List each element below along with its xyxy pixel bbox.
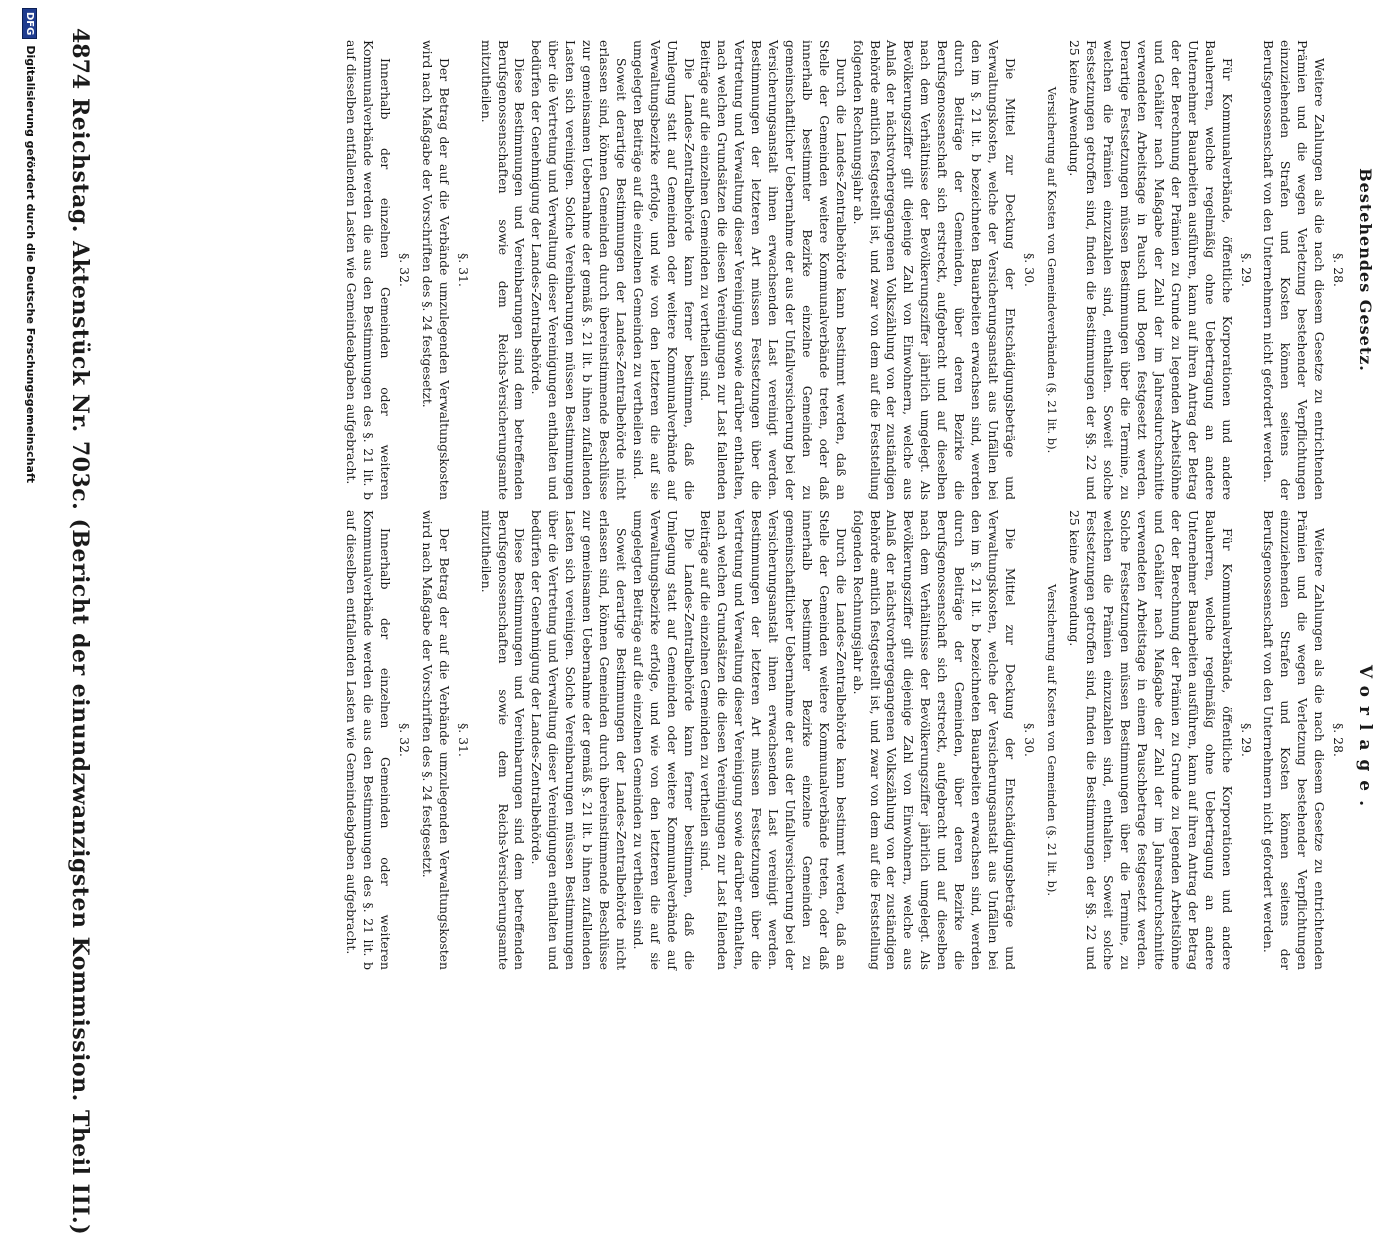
section-text: Innerhalb der einzelnen Gemeinden oder weiteren Kommunalverbände werden die aus den Bestimmungen des §. 21 lit. b auf dieselben entfallenden Lasten wie Gemeindeabgaben aufgebracht. [344, 40, 394, 500]
section-text: Der Betrag der auf die Verbände umzulegenden Verwaltungskosten wird nach Maßgabe der Vorschriften des §. 24 festgesetzt. [419, 40, 452, 500]
section-text: Diese Bestimmungen und Vereinbarungen sind dem betreffenden Berufsgenossenschaften sowie dem Reichs-Versicherungsamte mitzutheilen. [478, 510, 528, 970]
section-label: §. 32. [397, 723, 413, 757]
page-title: Reichstag. Aktenstück Nr. 703c. (Bericht der einundzwanzigsten Kommission. Theil III.) [67, 98, 93, 1235]
section-text: Weitere Zahlungen als die nach diesem Gesetze zu entrichtenden Prämien und die wegen Verletzung bestehender Verpflichtungen einzuziehenden Strafen und Kosten können seitens der Berufsgenossenschaft von den Unternehmern nicht gefordert werden. [1261, 40, 1328, 500]
section-label: §. 31. [455, 253, 471, 287]
section-label: §. 30. [1021, 723, 1037, 757]
section-text: Diese Bestimmungen und Vereinbarungen sind dem betreffenden Berufsgenossenschaften sowie dem Reichs-Versicherungsamte mitzutheilen. [478, 40, 528, 500]
section-text: Soweit derartige Bestimmungen der Landes-Zentralbehörde nicht erlassen sind, können Gemeinden durch übereinstimmende Beschlüsse zur gemeinsamen Uebernahme der gemäß §. 21 lit. b ihnen zufallenden Lasten sich vereinigen. Solche Vereinbarungen müssen Bestimmungen über die Vertretung und Verwaltung dieser Vereinigungen enthalten und bedürfen der Genehmigung der Landes-Zentralbehörde. [529, 510, 629, 970]
section-label: §. 30. [1021, 253, 1037, 287]
section-text: Für Kommunalverbände, öffentliche Korporationen und andere Bauherren, welche regelmäßig ohne Uebertragung an andere Unternehmer Bauarbeiten ausführen, kann auf ihren Antrag der Betrag der der Berechnung der Prämien zu Grunde zu legenden Arbeitslöhne und Gehälter nach Maßgabe der Zahl der im Jahresdurchschnitte verwendeten Arbeitstage in einem Pauschbetrage festgesetzt werden. Solche Festsetzungen müssen Bestimmungen über die Termine, zu welchen die Prämien einzuzahlen sind, enthalten. Soweit solche Festsetzungen getroffen sind, finden die Bestimmungen der §§. 22 und 25 keine Anwendung. [1067, 510, 1235, 970]
section-label: §. 31. [455, 723, 471, 757]
section-label: §. 29. [1238, 253, 1254, 287]
column-heading: Vorlage. [1355, 664, 1375, 816]
section-text: Die Mittel zur Deckung der Entschädigungsbeträge und Verwaltungskosten, welche der Versicherungsanstalt aus Unfällen bei den im §. 21 lit. b bezeichneten Bauarbeiten erwachsen sind, werden durch Beiträge der Gemeinden, über deren Bezirke die Berufsgenossenschaft sich erstreckt, aufgebracht und auf dieselben nach dem Verhältnisse der Bevölkerungsziffer jährlich umgelegt. Als Bevölkerungsziffer gilt diejenige Zahl von Einwohnern, welche aus Anlaß der nächstvorhergegangenen Volkszählung von der zuständigen Behörde amtlich festgestellt ist, und zwar von dem auf die Feststellung folgenden Rechnungsjahr ab. [850, 40, 1018, 500]
section-label: §. 28. [1331, 253, 1347, 287]
credit-text: Digitalisierung gefördert durch die Deutsche Forschungsgemeinschaft [24, 45, 37, 484]
section-text: Die Landes-Zentralbehörde kann ferner bestimmen, daß die Umlegung statt auf Gemeinden oder weitere Kommunalverbände auf Verwaltungsbezirke erfolge, und wie von den letzteren die auf sie umgelegten Beiträge auf die einzelnen Gemeinden zu vertheilen sind. [630, 510, 697, 970]
section-text: Weitere Zahlungen als die nach diesem Gesetze zu entrichtenden Prämien und die wegen Verletzung bestehender Verpflichtungen einzuziehenden Strafen und Kosten können seitens der Berufsgenossenschaft von den Unternehmern nicht gefordert werden. [1261, 510, 1328, 970]
section-label: §. 28. [1331, 723, 1347, 757]
subheading: Versicherung auf Kosten von Gemeinden (§. 21 lit. b). [1044, 583, 1059, 896]
column-heading: Bestehendes Gesetz. [1356, 168, 1375, 372]
section-text: Die Landes-Zentralbehörde kann ferner bestimmen, daß die Umlegung statt auf Gemeinden oder weitere Kommunalverbände auf Verwaltungsbezirke erfolge, und wie von den letzteren die auf sie umgelegten Beiträge auf die einzelnen Gemeinden zu vertheilen sind. [630, 40, 697, 500]
section-text: Die Mittel zur Deckung der Entschädigungsbeträge und Verwaltungskosten, welche der Versicherungsanstalt aus Unfällen bei den im §. 21 lit. b bezeichneten Bauarbeiten erwachsen sind, werden durch Beiträge der Gemeinden, über deren Bezirke die Berufsgenossenschaft sich erstreckt, aufgebracht und auf dieselben nach dem Verhältnisse der Bevölkerungsziffer jährlich umgelegt. Als Bevölkerungsziffer gilt diejenige Zahl von Einwohnern, welche aus Anlaß der nächstvorhergegangenen Volkszählung von der zuständigen Behörde amtlich festgestellt ist, und zwar von dem auf die Feststellung folgenden Rechnungsjahr ab. [850, 510, 1018, 970]
page-number: 4874 [67, 28, 93, 90]
subheading: Versicherung auf Kosten von Gemeindeverbänden (§. 21 lit. b). [1044, 86, 1059, 454]
section-text: Durch die Landes-Zentralbehörde kann bestimmt werden, daß an Stelle der Gemeinden weitere Kommunalverbände treten, oder daß innerhalb bestimmter Bezirke einzelne Gemeinden zu gemeinschaftlicher Uebernahme der aus der Unfallversicherung bei der Versicherungsanstalt ihnen erwachsenden Last vereinigt werden. Bestimmungen der letzteren Art müssen Festsetzungen über die Vertretung und Verwaltung dieser Vereinigung sowie darüber enthalten, nach welchen Grundsätzen die diesen Vereinigungen zur Last fallenden Beiträge auf die einzelnen Gemeinden zu vertheilen sind. [698, 40, 849, 500]
digitization-credit [15, 8, 37, 608]
section-text: Innerhalb der einzelnen Gemeinden oder weiteren Kommunalverbände werden die aus den Bestimmungen des §. 21 lit. b auf dieselben entfallenden Lasten wie Gemeindeabgaben aufgebracht. [344, 510, 394, 970]
section-text: Der Betrag der auf die Verbände umzulegenden Verwaltungskosten wird nach Maßgabe der Vorschriften des §. 24 festgesetzt. [419, 510, 452, 970]
dfg-logo: DFG [22, 8, 37, 39]
section-label: §. 32. [397, 253, 413, 287]
page-header [57, 28, 97, 1235]
section-text: Soweit derartige Bestimmungen der Landes-Zentralbehörde nicht erlassen sind, können Gemeinden durch übereinstimmende Beschlüsse zur gemeinsamen Uebernahme der gemäß §. 21 lit. b ihnen zufallenden Lasten sich vereinigen. Solche Vereinbarungen müssen Bestimmungen über die Vertretung und Verwaltung dieser Vereinigungen enthalten und bedürfen der Genehmigung der Landes-Zentralbehörde. [529, 40, 629, 500]
column-existing-law [117, 40, 1387, 500]
section-text: Durch die Landes-Zentralbehörde kann bestimmt werden, daß an Stelle der Gemeinden weitere Kommunalverbände treten, oder daß innerhalb bestimmter Bezirke einzelne Gemeinden zu gemeinschaftlicher Uebernahme der aus der Unfallversicherung bei der Versicherungsanstalt ihnen erwachsenden Last vereinigt werden. Bestimmungen der letzteren Art müssen Festsetzungen über die Vertretung und Verwaltung dieser Vereinigung sowie darüber enthalten, nach welchen Grundsätzen die diesen Vereinigungen zur Last fallenden Beiträge auf die einzelnen Gemeinden zu vertheilen sind. [698, 510, 849, 970]
section-label: §. 29. [1238, 723, 1254, 757]
section-text: Für Kommunalverbände, öffentliche Korporationen und andere Bauherren, welche regelmäßig ohne Uebertragung an andere Unternehmer Bauarbeiten ausführen, kann auf ihren Antrag der Betrag der der Berechnung der Prämien zu Grunde zu legenden Arbeitslöhne und Gehälter nach Maßgabe der Zahl der im Jahresdurchschnitte verwendeten Arbeitstage in Pausch und Bogen festgesetzt werden. Derartige Festsetzungen müssen Bestimmungen über die Termine, zu welchen die Prämien einzuzahlen sind, enthalten. Soweit solche Festsetzungen getroffen sind, finden die Bestimmungen der §§. 22 und 25 keine Anwendung. [1067, 40, 1235, 500]
column-proposal [117, 510, 1387, 970]
